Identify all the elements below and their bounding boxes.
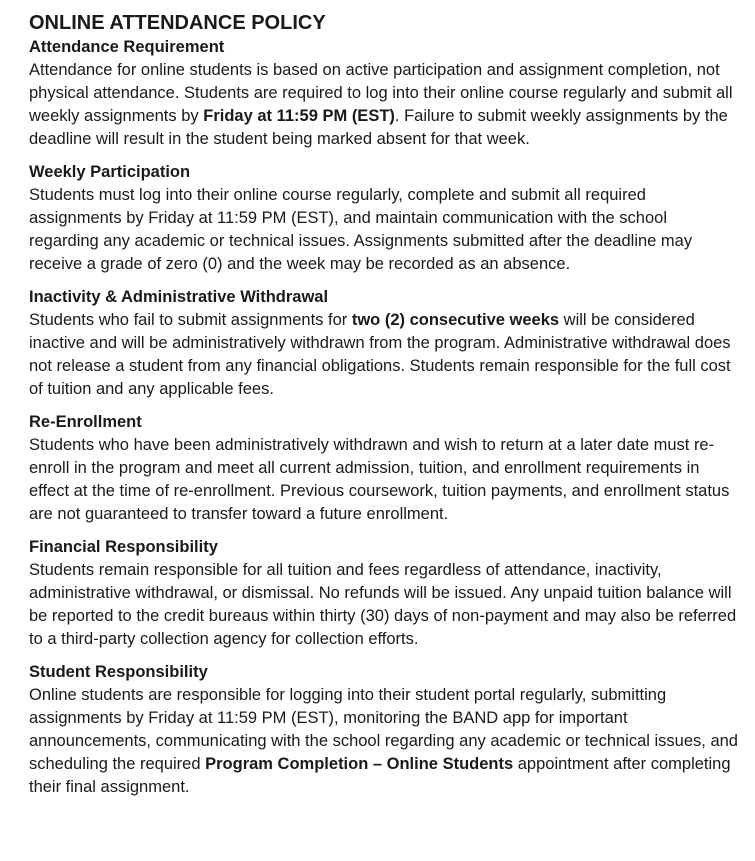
section-heading: Financial Responsibility	[29, 538, 218, 556]
section-body	[29, 434, 739, 526]
section-heading: Re-Enrollment	[29, 413, 142, 431]
section-body	[29, 184, 739, 276]
section-body	[29, 684, 739, 799]
section-body	[29, 59, 739, 151]
document-title: ONLINE ATTENDANCE POLICY	[29, 12, 326, 34]
body-text: . Failure to submit weekly assignments by the deadline will result in the student being marked absent for that week.	[29, 107, 728, 148]
section-heading: Weekly Participation	[29, 163, 191, 181]
section-inactivity-withdrawal	[29, 286, 739, 401]
section-student-responsibility	[29, 661, 739, 799]
body-text: Students who fail to submit assignments for	[29, 311, 352, 329]
body-bold-text: Friday at 11:59 PM (EST)	[203, 107, 395, 125]
section-financial-responsibility	[29, 536, 739, 651]
section-heading: Student Responsibility	[29, 663, 208, 681]
policy-document	[29, 10, 739, 809]
body-text: Students remain responsible for all tuition and fees regardless of attendance, inactivity, administrative withdrawal, or dismissal. No refunds will be issued. Any unpaid tuition balance will be reported to the credit bureaus within thirty (30) days of non-payment and may also be referred to a third-party collection agency for collection efforts.	[29, 561, 737, 648]
body-text: appointment after completing their final assignment.	[29, 755, 731, 796]
section-heading: Attendance Requirement	[29, 38, 225, 56]
body-text: will be considered inactive and will be administratively withdrawn from the program. Administrative withdrawal does not release a student from any financial obligations. Students remain responsible for the full cost of tuition and any applicable fees.	[29, 311, 731, 398]
section-body	[29, 309, 739, 401]
body-text: Attendance for online students is based on active participation and assignment completion, not physical attendance. Students are required to log into their online course regularly and submit all weekly assignments by	[29, 61, 733, 125]
body-text: Students must log into their online course regularly, complete and submit all required assignments by Friday at 11:59 PM (EST), and maintain communication with the school regarding any academic or technical issues. Assignments submitted after the deadline may receive a grade of zero (0) and the week may be recorded as an absence.	[29, 186, 693, 273]
section-re-enrollment	[29, 411, 739, 526]
section-attendance-requirement	[29, 36, 739, 151]
section-heading: Inactivity & Administrative Withdrawal	[29, 288, 329, 306]
body-bold-text: Program Completion – Online Students	[205, 755, 514, 773]
section-weekly-participation	[29, 161, 739, 276]
section-body	[29, 559, 739, 651]
body-text: Students who have been administratively withdrawn and wish to return at a later date must re-enroll in the program and meet all current admission, tuition, and enrollment requirements in effect at the time of re-enrollment. Previous coursework, tuition payments, and enrollment status are not guaranteed to transfer toward a future enrollment.	[29, 436, 730, 523]
body-text: Online students are responsible for logging into their student portal regularly, submitting assignments by Friday at 11:59 PM (EST), monitoring the BAND app for important announcements, communicating with the school regarding any academic or technical issues, and scheduling the required	[29, 686, 738, 773]
body-bold-text: two (2) consecutive weeks	[351, 311, 560, 329]
